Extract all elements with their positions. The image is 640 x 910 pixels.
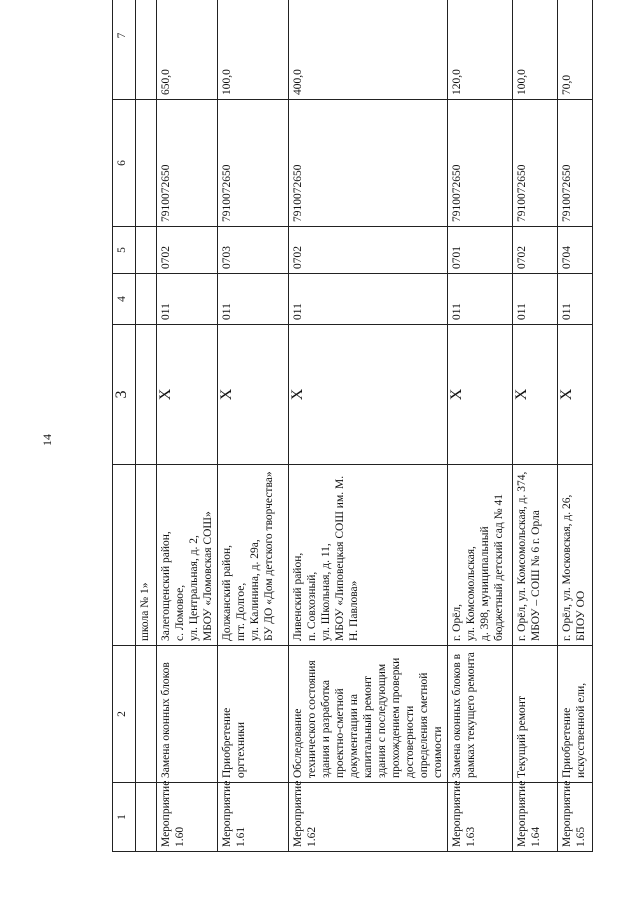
cell [136,325,157,465]
cell [136,646,157,783]
header-cell: 1 [113,783,136,852]
header-row [113,0,136,852]
event-cell: Мероприятие 1.64 [513,783,558,852]
amount-cell: 100,0 [513,0,558,100]
table-row [448,0,513,852]
budget-table-rotated [112,32,593,852]
continuation-row [136,0,157,852]
section-cell: 0702 [157,227,218,274]
mark-cell: X [157,325,218,465]
cell [136,227,157,274]
mark-cell: X [289,325,448,465]
mark-cell: X [558,325,593,465]
mark-cell: X [218,325,289,465]
code-cell: 011 [448,274,513,325]
header-cell: 6 [113,100,136,227]
code-cell: 011 [558,274,593,325]
location-cell: г. Орёл, ул. Комсомольская, д. 374, МБОУ – СОШ № 6 г. Орла [513,465,558,646]
code-cell: 011 [157,274,218,325]
table-row [558,0,593,852]
page-number: 14 [40,434,54,446]
code-cell: 011 [513,274,558,325]
section-cell: 0704 [558,227,593,274]
event-cell: Мероприятие 1.62 [289,783,448,852]
cell [136,783,157,852]
amount-cell: 70,0 [558,0,593,100]
target-cell: 7910072650 [558,100,593,227]
amount-cell: 120,0 [448,0,513,100]
amount-cell: 650,0 [157,0,218,100]
cell [136,100,157,227]
description-cell: Обследование технического состояния здания и разработка проектно-сметной документации на капитальный ремонт здания с последующим прохождением проверки достоверности определения сметной стоимости [289,646,448,783]
amount-cell: 400,0 [289,0,448,100]
description-cell: Приобретение искусственной ели, [558,646,593,783]
table-row [218,0,289,852]
section-cell: 0703 [218,227,289,274]
cell: школа № 1» [136,465,157,646]
location-cell: г. Орёл, ул. Комсомольская, д. 398, муниципальный бюджетный детский сад № 41 [448,465,513,646]
section-cell: 0702 [513,227,558,274]
location-cell: Должанский район, пгт. Долгое, ул. Калинина, д. 29а, БУ ДО «Дом детского творчества» [218,465,289,646]
table-row [157,0,218,852]
code-cell: 011 [218,274,289,325]
budget-table [112,0,593,852]
location-cell: Ливенский район, п. Совхозный, ул. Школьная, д. 11, МБОУ «Липовецкая СОШ им. М. Н. Павлова» [289,465,448,646]
table-row [513,0,558,852]
code-cell: 011 [289,274,448,325]
cell [136,0,157,100]
target-cell: 7910072650 [448,100,513,227]
table-row [289,0,448,852]
cell [136,274,157,325]
description-cell: Замена оконных блоков в рамках текущего ремонта [448,646,513,783]
event-cell: Мероприятие 1.65 [558,783,593,852]
header-cell: 5 [113,227,136,274]
description-cell: Текущий ремонт [513,646,558,783]
target-cell: 7910072650 [218,100,289,227]
description-cell: Замена оконных блоков [157,646,218,783]
description-cell: Приобретение оргтехники [218,646,289,783]
header-cell: 4 [113,274,136,325]
mark-cell: X [513,325,558,465]
event-cell: Мероприятие 1.63 [448,783,513,852]
event-cell: Мероприятие 1.60 [157,783,218,852]
section-cell: 0702 [289,227,448,274]
target-cell: 7910072650 [157,100,218,227]
event-cell: Мероприятие 1.61 [218,783,289,852]
header-cell: 7 [113,0,136,100]
section-cell: 0701 [448,227,513,274]
location-cell: г. Орёл, ул. Московская, д. 26, БПОУ ОО [558,465,593,646]
mark-cell: X [448,325,513,465]
location-cell: Залегощенский район, с. Ломовое, ул. Центральная, д. 2, МБОУ «Ломовская СОШ» [157,465,218,646]
header-cell: 3 [113,325,136,465]
header-cell: 2 [113,646,136,783]
target-cell: 7910072650 [513,100,558,227]
amount-cell: 100,0 [218,0,289,100]
header-cell [113,465,136,646]
target-cell: 7910072650 [289,100,448,227]
